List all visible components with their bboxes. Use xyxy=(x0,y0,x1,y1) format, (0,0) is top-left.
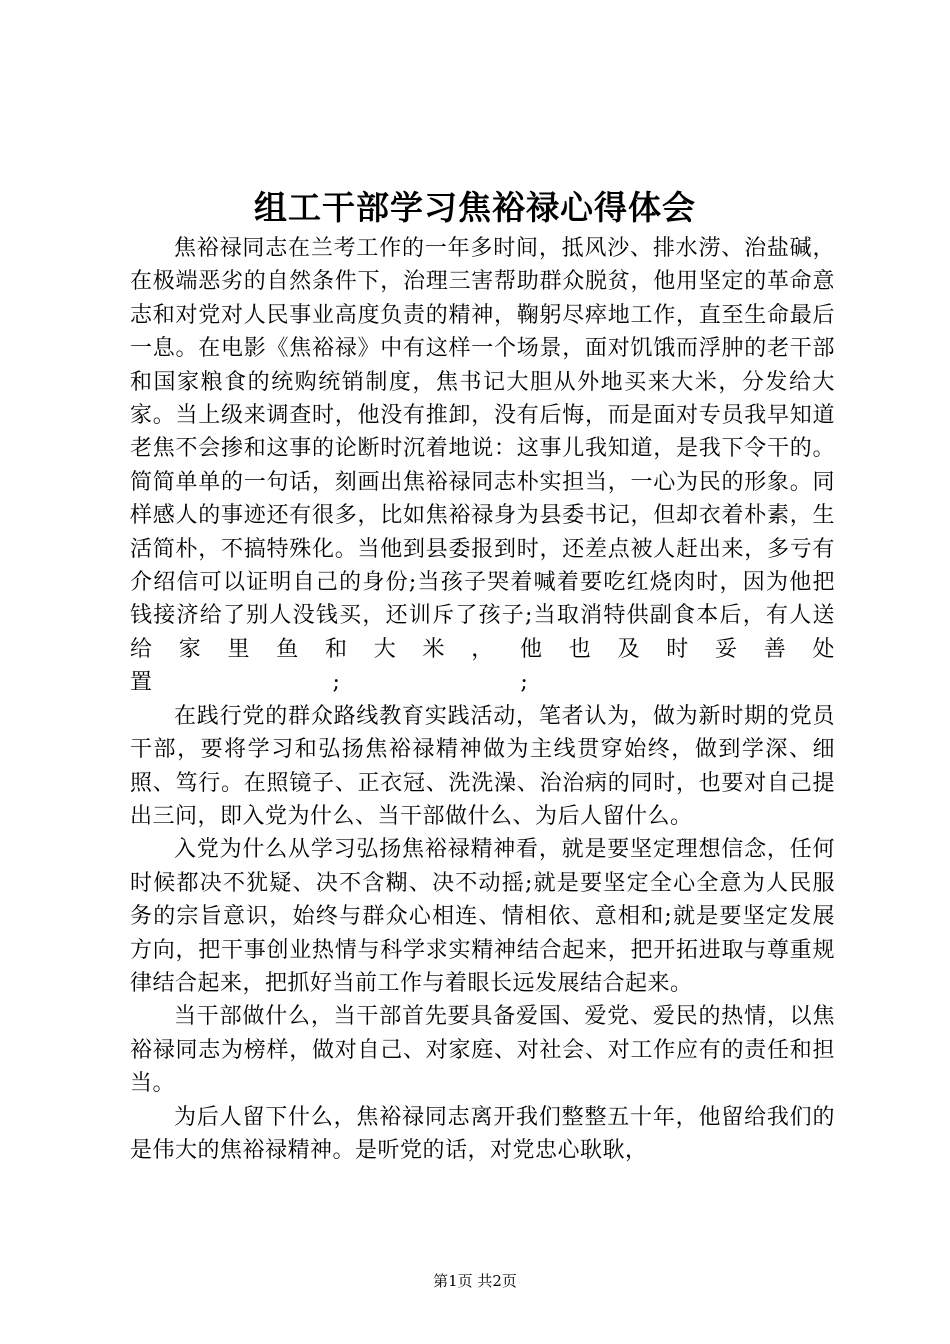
page-footer: 第1页 共2页 xyxy=(433,1272,517,1290)
paragraph: 当干部做什么，当干部首先要具备爱国、爱党、爱民的热情，以焦裕禄同志为榜样，做对自己、对家庭、对社会、对工作应有的责任和担当。 xyxy=(130,1004,835,1097)
paragraph: 在践行党的群众路线教育实践活动，笔者认为，做为新时期的党员干部，要将学习和弘扬焦裕禄精神做为主线贯穿始终，做到学深、细照、笃行。在照镜子、正衣冠、洗洗澡、治治病的同时，也要对自己提出三问，即入党为什么、当干部做什么、为后人留什么。 xyxy=(130,703,835,829)
paragraph: 焦裕禄同志在兰考工作的一年多时间，抵风沙、排水涝、治盐碱，在极端恶劣的自然条件下，治理三害帮助群众脱贫，他用坚定的革命意志和对党对人民事业高度负责的精神，鞠躬尽瘁地工作，直至生命最后一息。在电影《焦裕禄》中有这样一个场景，面对饥饿而浮肿的老干部和国家粮食的统购统销制度，焦书记大胆从外地买来大米，分发给大家。当上级来调查时，他没有推卸，没有后悔，而是面对专员我早知道老焦不会掺和这事的论断时沉着地说：这事儿我知道，是我下令干的。简简单单的一句话，刻画出焦裕禄同志朴实担当，一心为民的形象。同样感人的事迹还有很多，比如焦裕禄身为县委书记，但却衣着朴素，生活简朴，不搞特殊化。当他到县委报到时，还差点被人赶出来，多亏有介绍信可以证明自己的身份;当孩子哭着喊着要吃红烧肉时，因为他把钱接济给了别人没钱买，还训斥了孩子;当取消特供副食本后，有人送给家里鱼和大米，他也及时妥善处置 ; ; xyxy=(130,236,835,696)
document-title: 组工干部学习焦裕禄心得体会 xyxy=(254,188,696,227)
document-body xyxy=(130,232,835,1167)
paragraph: 入党为什么从学习弘扬焦裕禄精神看，就是要坚定理想信念，任何时候都决不犹疑、决不含糊、决不动摇;就是要坚定全心全意为人民服务的宗旨意识，始终与群众心相连、情相依、意相和;就是要坚定发展方向，把干事创业热情与科学求实精神结合起来，把开拓进取与尊重规律结合起来，把抓好当前工作与着眼长远发展结合起来。 xyxy=(130,837,835,996)
paragraph: 为后人留下什么，焦裕禄同志离开我们整整五十年，他留给我们的是伟大的焦裕禄精神。是听党的话，对党忠心耿耿， xyxy=(130,1104,835,1163)
